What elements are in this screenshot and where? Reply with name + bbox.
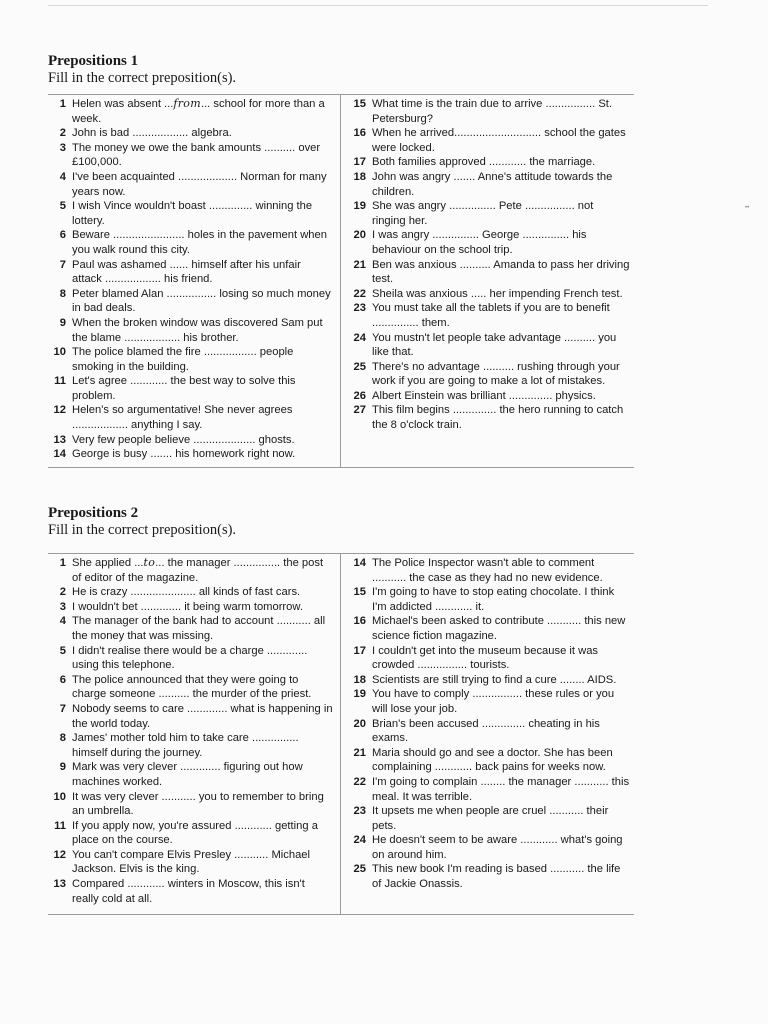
exercise-item [348, 804, 630, 833]
item-number: 14 [53, 448, 66, 461]
section-1-right-column [348, 97, 630, 433]
item-sentence: James' mother told him to take care ............... himself during the journey. [72, 732, 299, 759]
section-1-exercise-panel [48, 94, 634, 468]
item-number: 20 [353, 229, 366, 242]
item-sentence: Sheila was anxious ..... her impending French test. [372, 287, 623, 300]
exercise-item [48, 644, 333, 673]
section-1-title: Prepositions 1 [48, 53, 139, 69]
exercise-item [348, 389, 630, 404]
exercise-item [348, 126, 630, 155]
item-number: 24 [353, 834, 366, 847]
column-divider [340, 554, 341, 914]
item-number: 6 [59, 673, 66, 686]
exercise-item [48, 287, 333, 316]
item-sentence: Helen's so argumentative! She never agrees .................. anything I say. [72, 404, 293, 432]
item-sentence: He is crazy ..................... all kinds of fast cars. [72, 586, 301, 599]
item-sentence: Beware ....................... holes in the pavement when you walk round this city. [72, 229, 327, 256]
section-2-title: Prepositions 2 [48, 505, 139, 521]
exercise-item [48, 600, 333, 615]
exercise-item [348, 673, 630, 688]
exercise-item [48, 731, 333, 760]
exercise-item [48, 433, 333, 448]
sentence-start: She applied ... [72, 557, 144, 569]
exercise-item [348, 556, 630, 585]
item-number: 6 [59, 229, 66, 242]
item-sentence: Both families approved ............ the marriage. [372, 156, 596, 169]
item-number: 7 [59, 702, 66, 715]
sentence-start: Helen was absent ... [72, 98, 174, 110]
exercise-item [48, 585, 333, 600]
item-sentence: What time is the train due to arrive ................ St. Petersburg? [372, 98, 612, 125]
item-number: 10 [53, 790, 66, 803]
item-sentence: The police blamed the fire ................. people smoking in the building. [72, 346, 294, 373]
item-number: 12 [53, 404, 66, 417]
section-prepositions-1 [48, 53, 634, 461]
item-number: 2 [59, 127, 66, 140]
item-number: 23 [353, 805, 366, 818]
item-sentence: I'm going to have to stop eating chocolate. I think I'm addicted ............ it. [372, 586, 615, 613]
section-2-exercise-panel [48, 553, 634, 915]
exercise-item [48, 673, 333, 702]
exercise-item [48, 97, 333, 126]
item-number: 17 [353, 644, 366, 657]
item-sentence: Albert Einstein was brilliant .............. physics. [372, 389, 596, 402]
exercise-item [348, 155, 630, 170]
item-number: 3 [59, 600, 66, 613]
item-number: 13 [53, 878, 66, 891]
exercise-item [348, 614, 630, 643]
section-2-right-column [348, 556, 630, 892]
exercise-item [348, 199, 630, 228]
item-sentence: I didn't realise there would be a charge ............. using this telephone. [72, 644, 308, 672]
exercise-item [348, 360, 630, 389]
item-sentence: The police announced that they were going to charge someone .......... the murder of the priest. [72, 673, 312, 701]
exercise-item [348, 258, 630, 287]
exercise-item [48, 848, 333, 877]
item-number: 11 [54, 819, 66, 832]
exercise-item [48, 374, 333, 403]
item-sentence: Compared ............ winters in Moscow, this isn't really cold at all. [72, 878, 305, 905]
exercise-item [48, 556, 333, 585]
exercise-item [348, 97, 630, 126]
section-1-instructions: Fill in the correct preposition(s). [48, 70, 237, 86]
item-number: 5 [59, 644, 66, 657]
item-number: 19 [353, 200, 366, 213]
item-number: 2 [59, 586, 66, 599]
section-prepositions-2 [48, 505, 634, 905]
item-number: 14 [353, 557, 366, 569]
item-sentence: The Police Inspector wasn't able to comment ........... the case as they had no new evidence. [372, 557, 603, 584]
item-sentence: You must take all the tablets if you are to benefit ............... them. [372, 302, 610, 329]
item-number: 8 [59, 732, 66, 745]
item-sentence: The manager of the bank had to account ........... all the money that was missing. [72, 615, 326, 642]
item-number: 26 [353, 389, 366, 402]
item-number: 11 [54, 375, 66, 388]
item-number: 15 [353, 586, 366, 599]
exercise-item [48, 819, 333, 848]
item-number: 18 [353, 170, 366, 183]
exercise-item [48, 199, 333, 228]
item-sentence: Mark was very clever ............. figuring out how machines worked. [72, 761, 303, 788]
item-number: 9 [59, 316, 66, 329]
item-number: 12 [53, 848, 66, 861]
exercise-item [348, 687, 630, 716]
item-number: 27 [353, 404, 366, 417]
exercise-item [48, 877, 333, 906]
item-sentence [72, 97, 333, 126]
item-sentence: She was angry ............... Pete ................ not ringing her. [372, 200, 594, 227]
section-2-left-column [48, 556, 333, 906]
exercise-item [348, 746, 630, 775]
item-sentence: I wish Vince wouldn't boast .............. winning the lottery. [72, 200, 313, 227]
item-number: 17 [353, 156, 366, 169]
column-divider [340, 95, 341, 467]
item-number: 7 [59, 258, 66, 271]
item-sentence: Scientists are still trying to find a cure ........ AIDS. [372, 673, 617, 686]
item-number: 10 [53, 346, 66, 359]
item-sentence: There's no advantage .......... rushing through your work if you are going to make a lot of mistakes. [372, 360, 620, 388]
item-sentence: When the broken window was discovered Sam put the blame .................. his brother. [72, 316, 323, 344]
exercise-item [48, 316, 333, 345]
exercise-item [48, 447, 333, 462]
sentence-end: ... school for more than a week. [72, 98, 325, 125]
item-sentence: It was very clever ........... you to remember to bring an umbrella. [72, 790, 324, 818]
exercise-item [348, 833, 630, 862]
item-number: 16 [353, 615, 366, 628]
item-number: 8 [59, 287, 66, 300]
item-sentence: The money we owe the bank amounts .......... over £100,000. [72, 141, 321, 169]
exercise-item [348, 170, 630, 199]
exercise-item [348, 331, 630, 360]
item-number: 4 [59, 170, 66, 183]
exercise-item [48, 345, 333, 374]
item-number: 1 [59, 557, 66, 569]
item-sentence: Michael's been asked to contribute ........... this new science fiction magazine. [372, 615, 626, 642]
item-sentence [72, 556, 333, 585]
top-rule [48, 5, 708, 6]
item-number: 21 [353, 258, 366, 271]
item-sentence: You have to comply ................ these rules or you will lose your job. [372, 688, 615, 715]
sentence-end: ... the manager ............... the post of editor of the magazine. [72, 557, 324, 584]
item-number: 5 [59, 200, 66, 213]
item-sentence: George is busy ....... his homework right now. [72, 448, 296, 461]
item-sentence: I was angry ............... George ............... his behaviour on the school trip. [372, 229, 587, 256]
item-sentence: Nobody seems to care ............. what is happening in the world today. [72, 702, 333, 730]
item-sentence: Brian's been accused .............. cheating in his exams. [372, 717, 600, 745]
item-number: 25 [353, 863, 366, 876]
exercise-item [48, 403, 333, 432]
item-number: 3 [59, 141, 66, 154]
exercise-item [48, 614, 333, 643]
item-sentence: This new book I'm reading is based ........... the life of Jackie Onassis. [372, 863, 621, 891]
exercise-item [348, 775, 630, 804]
item-sentence: I've been acquainted ................... Norman for many years now. [72, 170, 327, 198]
exercise-item [348, 301, 630, 330]
item-number: 22 [353, 287, 366, 300]
item-sentence: He doesn't seem to be aware ............ what's going on around him. [372, 834, 623, 861]
exercise-item [48, 126, 333, 141]
exercise-item [348, 717, 630, 746]
item-sentence: I wouldn't bet ............. it being warm tomorrow. [72, 600, 303, 613]
item-sentence: This film begins .............. the hero running to catch the 8 o'clock train. [372, 404, 624, 432]
item-number: 16 [353, 127, 366, 140]
item-sentence: When he arrived............................ school the gates were locked. [372, 127, 626, 154]
item-sentence: John was angry ....... Anne's attitude towards the children. [372, 170, 613, 198]
item-sentence: You mustn't let people take advantage .......... you like that. [372, 331, 617, 359]
item-number: 25 [353, 360, 366, 373]
exercise-item [48, 702, 333, 731]
handwritten-answer: from [173, 97, 201, 110]
item-number: 23 [353, 302, 366, 315]
item-number: 4 [59, 615, 66, 628]
item-sentence: Very few people believe .................... ghosts. [72, 433, 295, 446]
item-number: 22 [353, 775, 366, 788]
exercise-item [348, 228, 630, 257]
item-number: 9 [59, 761, 66, 774]
item-number: 1 [59, 98, 66, 110]
item-sentence: If you apply now, you're assured ............ getting a place on the course. [72, 819, 318, 847]
item-sentence: I'm going to complain ........ the manager ........... this meal. It was terrible. [372, 775, 630, 803]
item-sentence: Let's agree ............ the best way to solve this problem. [72, 375, 296, 402]
exercise-item [48, 760, 333, 789]
item-number: 24 [353, 331, 366, 344]
exercise-item [48, 258, 333, 287]
exercise-item [48, 228, 333, 257]
item-sentence: John is bad .................. algebra. [72, 127, 232, 140]
item-sentence: Peter blamed Alan ................ losing so much money in bad deals. [72, 287, 331, 315]
item-number: 18 [353, 673, 366, 686]
exercise-item [348, 403, 630, 432]
section-1-left-column [48, 97, 333, 462]
exercise-item [348, 644, 630, 673]
item-sentence: You can't compare Elvis Presley ........... Michael Jackson. Elvis is the king. [72, 848, 311, 876]
handwritten-answer: to [143, 556, 156, 569]
item-number: 13 [53, 433, 66, 446]
item-sentence: Ben was anxious .......... Amanda to pass her driving test. [372, 258, 630, 286]
exercise-item [48, 790, 333, 819]
exercise-item [348, 862, 630, 891]
item-sentence: It upsets me when people are cruel ........... their pets. [372, 805, 609, 832]
item-number: 15 [353, 98, 366, 110]
item-number: 20 [353, 717, 366, 730]
item-sentence: I couldn't get into the museum because it was crowded ................ tourists. [372, 644, 599, 672]
exercise-item [348, 287, 630, 302]
section-2-instructions: Fill in the correct preposition(s). [48, 522, 237, 538]
margin-mark: •• [745, 205, 750, 211]
item-sentence: Paul was ashamed ...... himself after his unfair attack .................. his friend. [72, 258, 301, 286]
exercise-item [48, 170, 333, 199]
item-sentence: Maria should go and see a doctor. She has been complaining ............ back pains for weeks now. [372, 746, 613, 774]
item-number: 19 [353, 688, 366, 701]
item-number: 21 [353, 746, 366, 759]
exercise-item [348, 585, 630, 614]
exercise-item [48, 141, 333, 170]
